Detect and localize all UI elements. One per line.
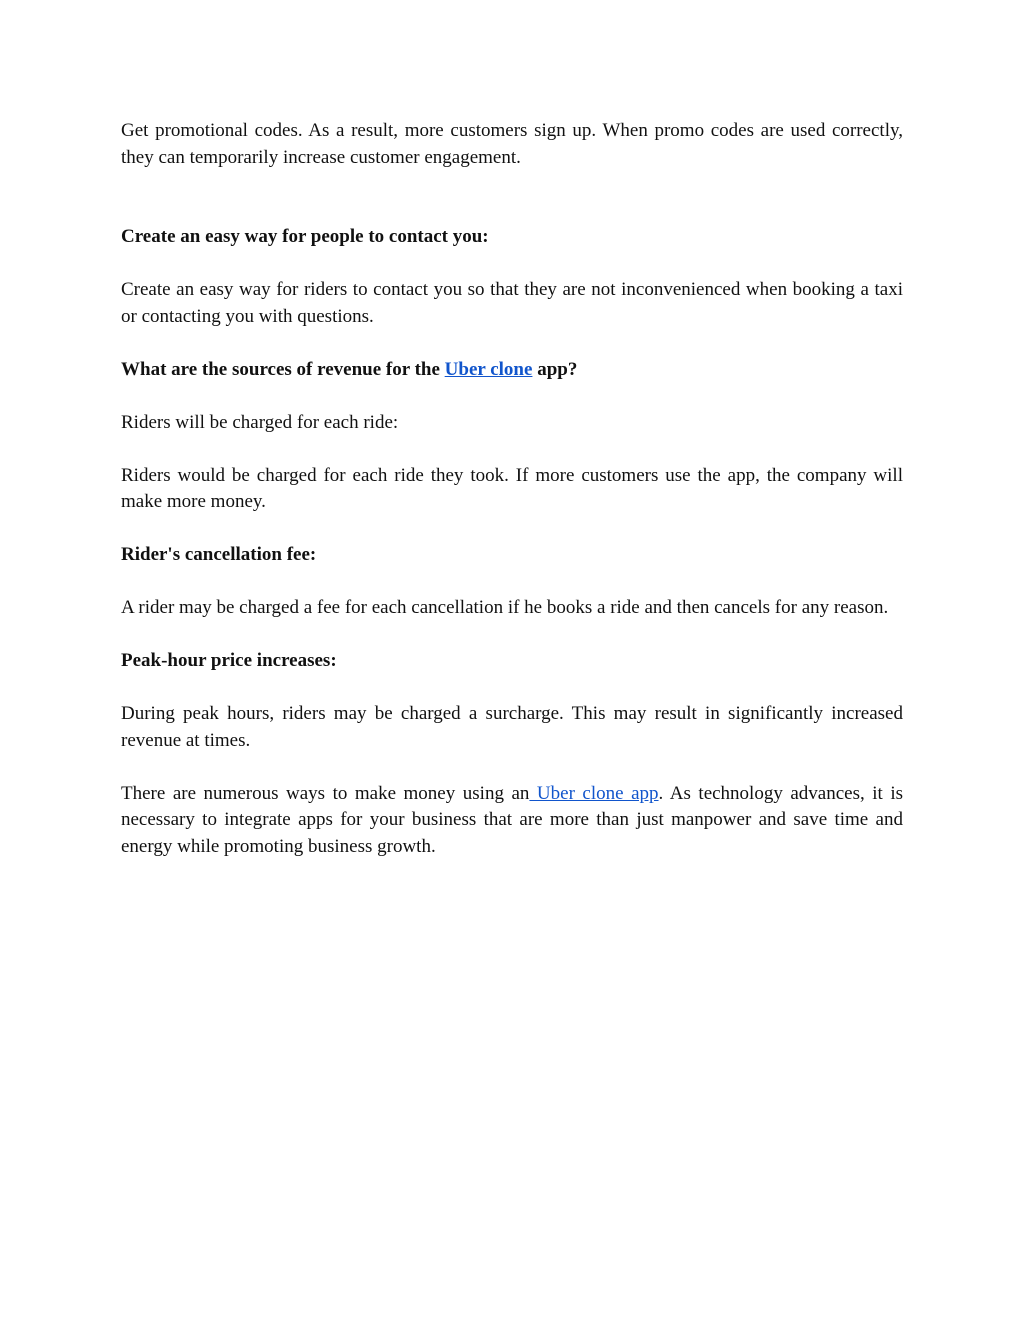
closing-suffix: . As technology advances, it is necessary to integrate apps for your business that are more than just manpower and save time and energy while promoting business growth. (121, 782, 904, 857)
heading-revenue-prefix: What are the sources of revenue for the (121, 358, 445, 380)
closing-prefix: There are numerous ways to make money using an (121, 782, 530, 804)
paragraph-charged: Riders would be charged for each ride they took. If more customers use the app, the company will make more money. (121, 464, 903, 512)
heading-peak-hour: Peak-hour price increases: (121, 650, 337, 671)
subheading-charged: Riders will be charged for each ride: (121, 411, 399, 433)
heading-revenue-suffix: app? (532, 358, 578, 380)
paragraph-cancellation: A rider may be charged a fee for each cancellation if he books a ride and then cancels for any reason. (121, 597, 889, 618)
document-page (121, 118, 903, 860)
heading-revenue-sources (121, 357, 903, 384)
uber-clone-app-link[interactable]: Uber clone app (529, 782, 659, 804)
uber-clone-link[interactable]: Uber clone (444, 358, 533, 380)
paragraph-contact: Create an easy way for riders to contact you so that they are not inconvenienced when booking a taxi or contacting you with questions. (121, 279, 903, 327)
paragraph-peak-hour: During peak hours, riders may be charged a surcharge. This may result in significantly increased revenue at times. (121, 703, 903, 751)
heading-cancellation-fee: Rider's cancellation fee: (121, 544, 317, 565)
closing-paragraph (121, 781, 903, 861)
intro-paragraph: Get promotional codes. As a result, more customers sign up. When promo codes are used correctly, they can temporarily increase customer engagement. (121, 120, 903, 168)
heading-contact: Create an easy way for people to contact you: (121, 226, 489, 247)
